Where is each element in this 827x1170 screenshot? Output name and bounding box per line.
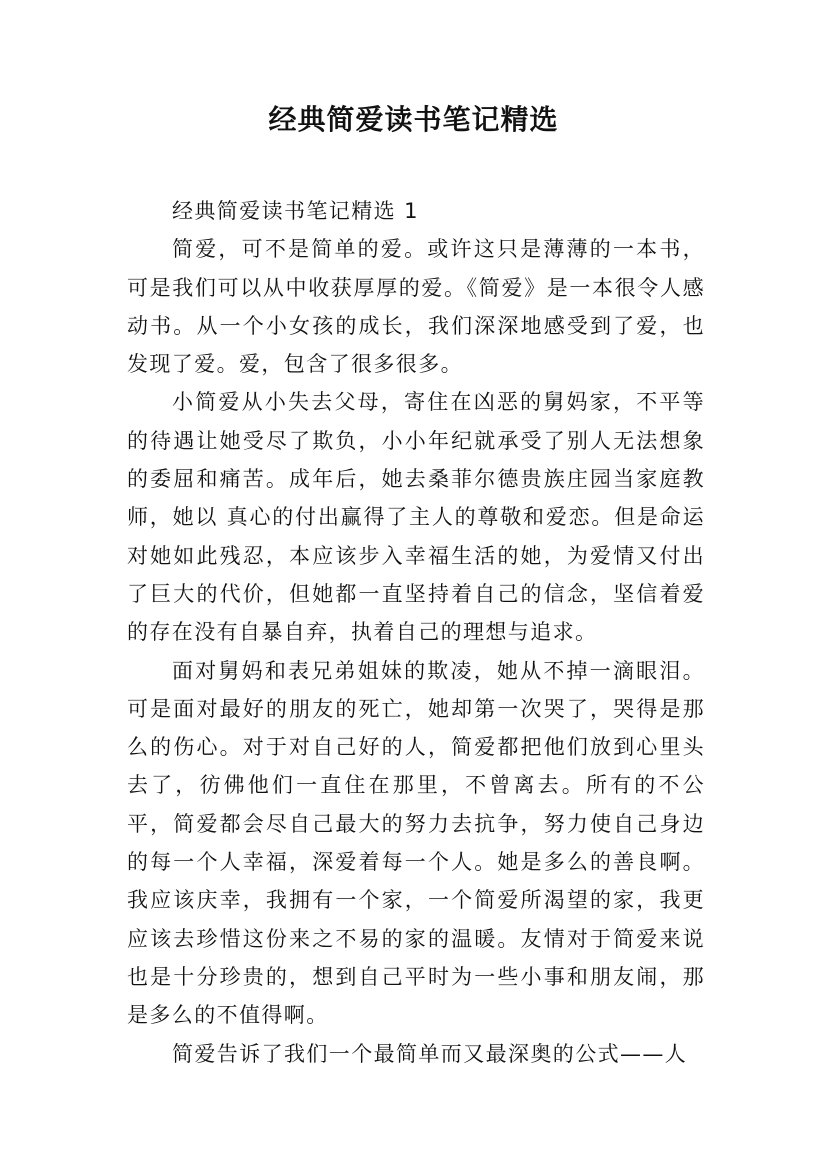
document-title: 经典简爱读书笔记精选 — [268, 103, 559, 136]
section-heading: 经典简爱读书笔记精选 1 — [172, 199, 419, 223]
document-body — [127, 192, 705, 1073]
paragraph: 小简爱从小失去父母，寄住在凶恶的舅妈家，不平等的待遇让她受尽了欺负，小小年纪就承受了别人无法想象的委屈和痛苦。成年后，她去桑菲尔德贵族庄园当家庭教师，她以 真心的付出赢得了主人的尊敬和爱恋。但是命运对她如此残忍，本应该步入幸福生活的她，为爱情又付出了巨大的代价，但她都一直坚持着自己的信念，坚信着爱的存在没有自暴自弃，执着自己的理想与追求。 — [127, 390, 705, 645]
paragraph: 简爱，可不是简单的爱。或许这只是薄薄的一本书，可是我们可以从中收获厚厚的爱。《简爱》是一本很令人感动书。从一个小女孩的成长，我们深深地感受到了爱，也发现了爱。爱，包含了很多很多。 — [127, 237, 705, 377]
paragraph: 面对舅妈和表兄弟姐妹的欺凌，她从不掉一滴眼泪。可是面对最好的朋友的死亡，她却第一次哭了，哭得是那么的伤心。对于对自己好的人，简爱都把他们放到心里头去了，彷佛他们一直住在那里，不曾离去。所有的不公平，简爱都会尽自己最大的努力去抗争，努力使自己身边的每一个人幸福，深爱着每一个人。她是多么的善良啊。我应该庆幸，我拥有一个家，一个简爱所渴望的家，我更应该去珍惜这份来之不易的家的温暖。友情对于简爱来说也是十分珍贵的，想到自己平时为一些小事和朋友闹，那是多么的不值得啊。 — [127, 658, 705, 1028]
paragraph: 简爱告诉了我们一个最简单而又最深奥的公式——人 — [172, 1041, 688, 1066]
